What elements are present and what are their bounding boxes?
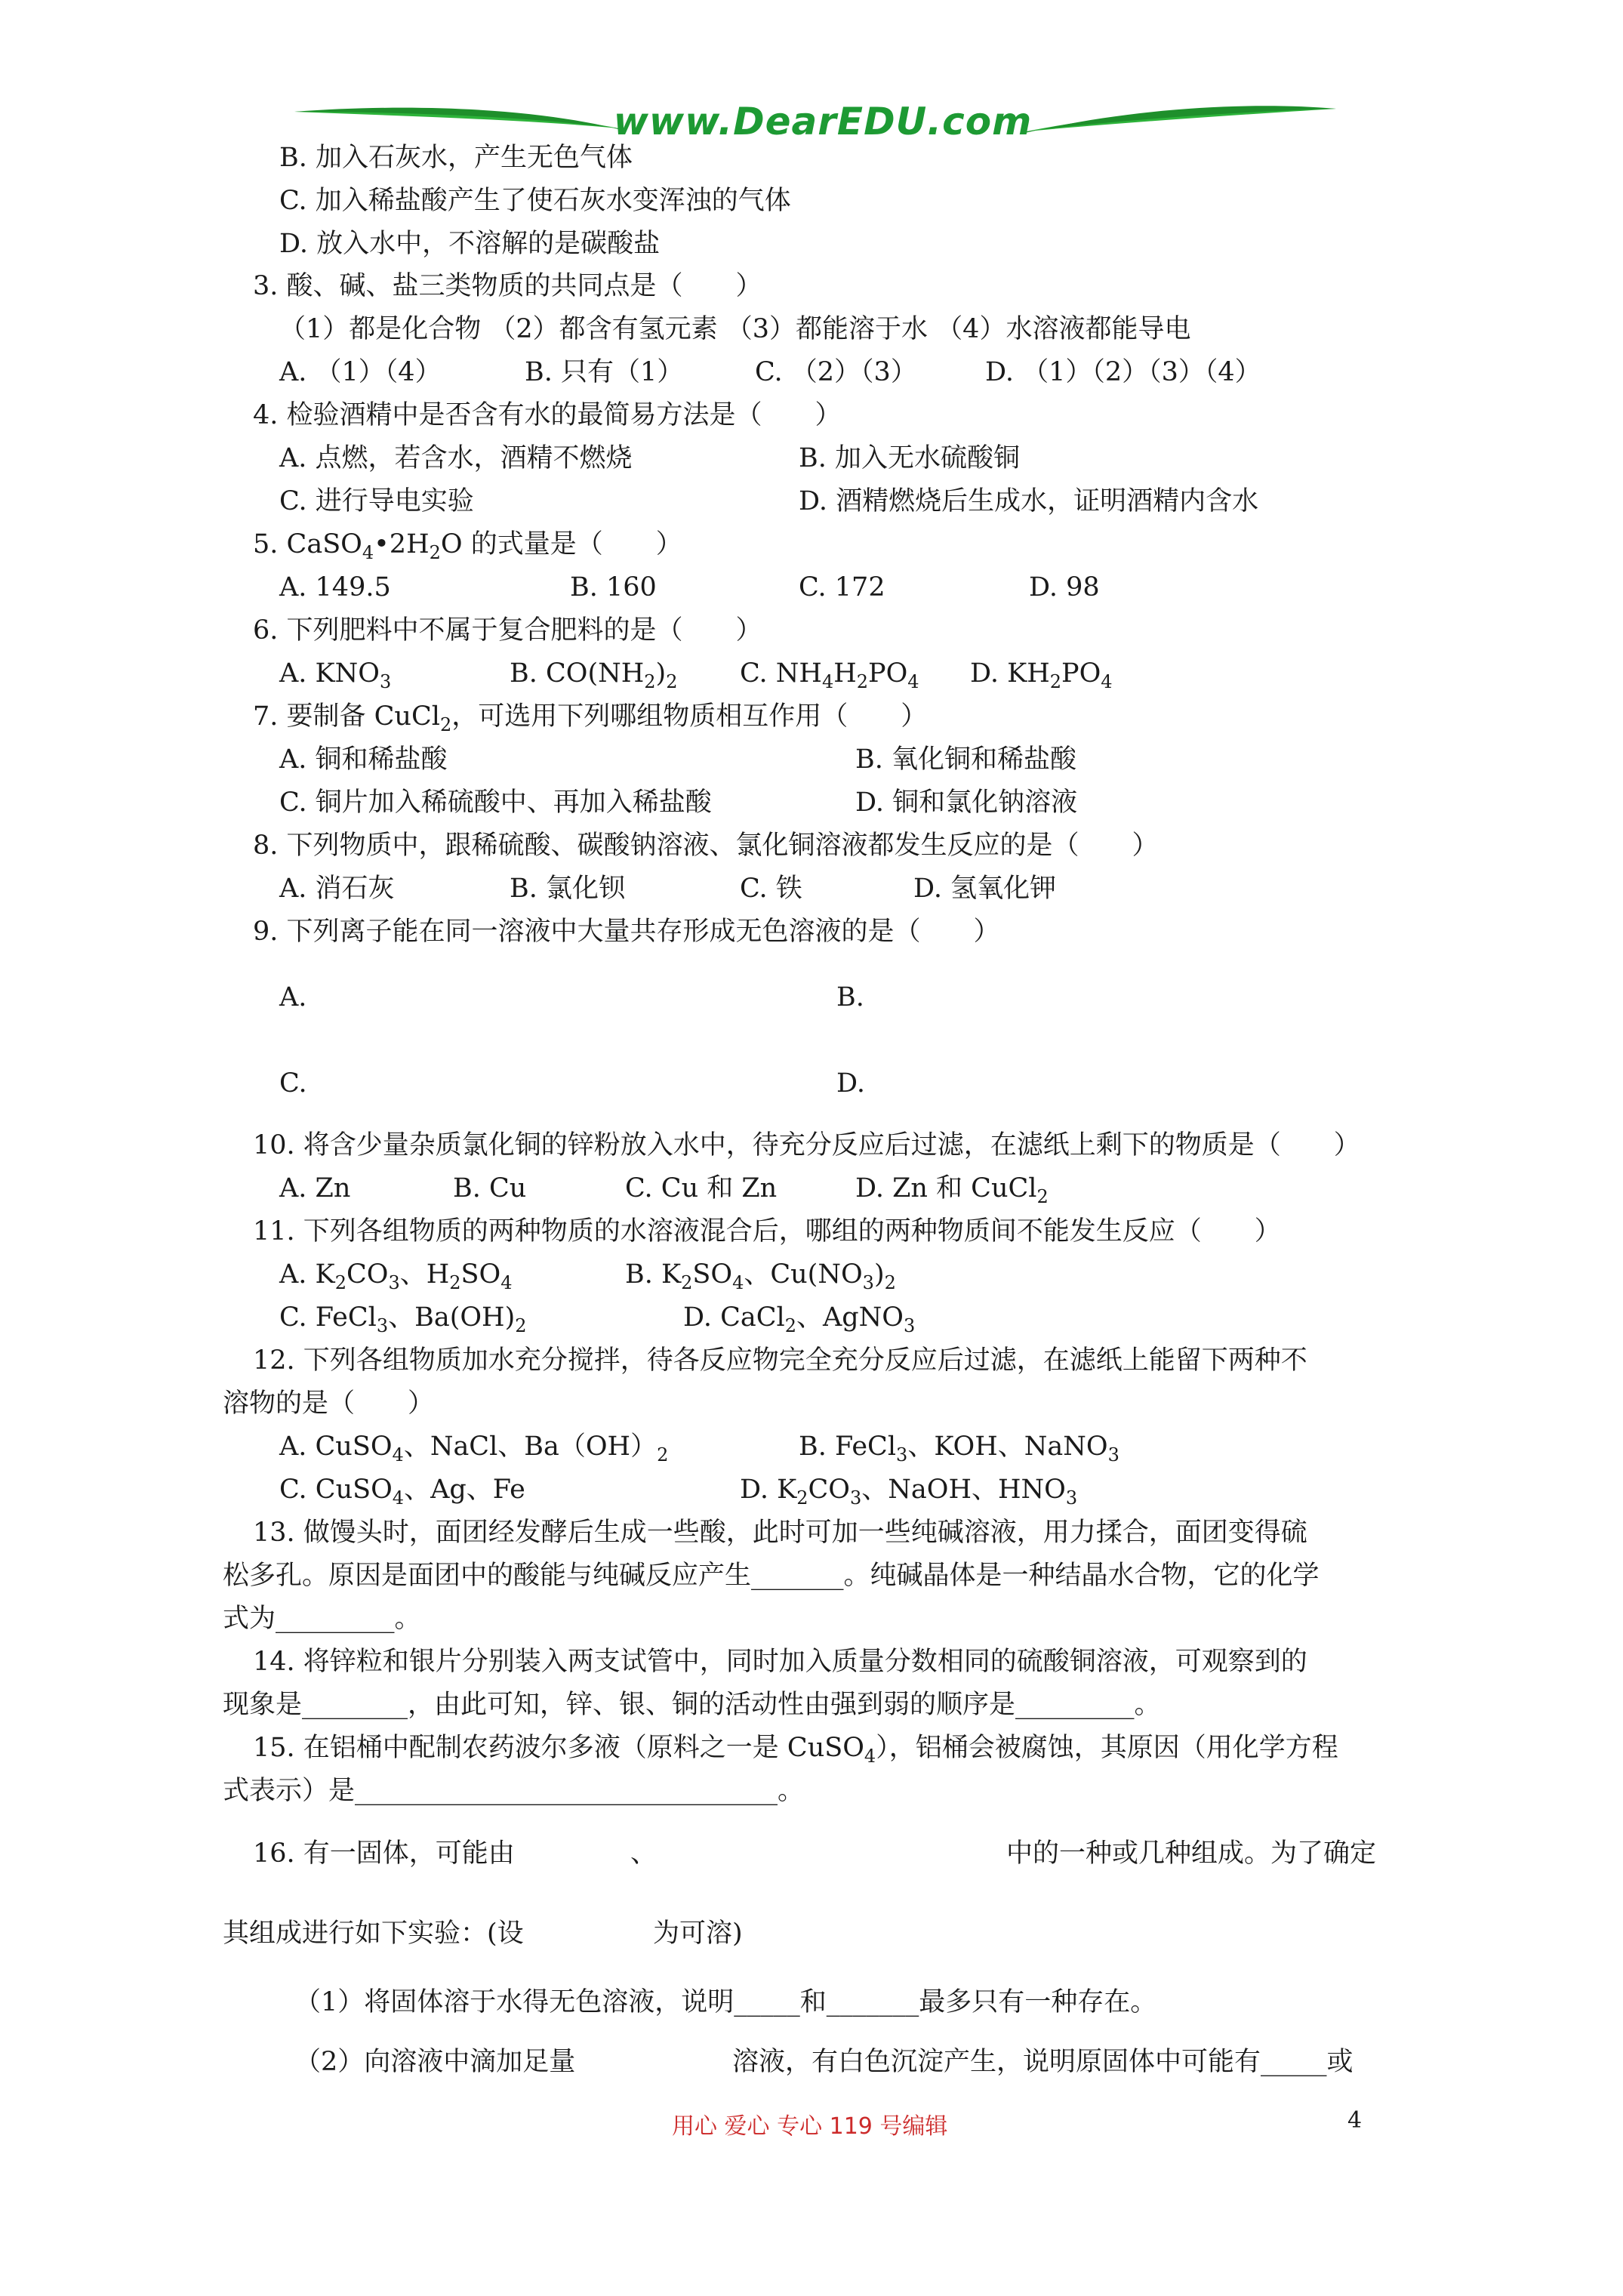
q6-option-c: C. $NH_4H_2PO_4$: [740, 658, 919, 692]
q5-option-d: D. 98: [1029, 572, 1100, 603]
q10-stem: 10. 将含少量杂质氯化铜的锌粉放入水中，待充分反应后过滤，在滤纸上剩下的物质是（ ）: [253, 1130, 1360, 1160]
q16-step2-end: 溶液，有白色沉淀产生，说明原固体中可能有_____或: [732, 2047, 1354, 2077]
q7-option-a: A. 铜和稀盐酸: [279, 744, 448, 775]
q15-line1: 15. 在铝桶中配制农药波尔多液（原料之一是 CuSO$_4$），铝桶会被腐蚀，其原因（用化学方程: [253, 1733, 1338, 1767]
q12-option-d: D. $K_2CO_3$、NaOH、$HNO_3$: [740, 1475, 1078, 1509]
q11-option-d: D. CaCl$_2$、AgNO$_3$: [683, 1302, 916, 1336]
q11-stem: 11. 下列各组物质的两种物质的水溶液混合后，哪组的两种物质间不能发生反应（ ）: [253, 1216, 1281, 1247]
q12-option-a: A. CuSO$_4$、NaCl、$Ba(OH)_2$: [279, 1432, 669, 1465]
q5-option-b: B. 160: [570, 572, 657, 603]
q2-option-c: C. 加入稀盐酸产生了使石灰水变浑浊的气体: [279, 186, 791, 216]
q9-option-c: C.: [279, 1068, 307, 1099]
q10-option-b: B. Cu: [453, 1173, 527, 1203]
q9-option-b: B.: [836, 982, 864, 1012]
q8-option-c: C. 铁: [740, 874, 802, 904]
page-number: 4: [1347, 2107, 1363, 2134]
q13-line2: 松多孔。原因是面团中的酸能与纯碱反应产生_______。纯碱晶体是一种结晶水合物，它的化学: [223, 1561, 1320, 1591]
q13-line3: 式为_________。: [223, 1604, 421, 1634]
q2-option-d: D. 放入水中，不溶解的是碳酸盐: [279, 229, 661, 259]
q8-option-a: A. 消石灰: [279, 874, 395, 904]
q3-stem: 3. 酸、碱、盐三类物质的共同点是（ ）: [253, 271, 762, 301]
q8-option-b: B. 氯化钡: [510, 874, 625, 904]
q16-step1: （1）将固体溶于水得无色溶液，说明_____和_______最多只有一种存在。: [294, 1987, 1157, 2017]
q3-option-c: C. （2）（3）: [755, 357, 917, 387]
q4-option-c: C. 进行导电实验: [279, 486, 474, 516]
q9-option-a: A.: [279, 982, 307, 1012]
q6-stem: 6. 下列肥料中不属于复合肥料的是（ ）: [253, 615, 762, 646]
q10-option-c: C. Cu 和 Zn: [625, 1173, 778, 1203]
q7-option-c: C. 铜片加入稀硫酸中、再加入稀盐酸: [279, 787, 712, 818]
q9-stem: 9. 下列离子能在同一溶液中大量共存形成无色溶液的是（ ）: [253, 917, 1000, 947]
q16-line1-start: 16. 有一固体，可能由: [253, 1838, 515, 1869]
q4-stem: 4. 检验酒精中是否含有水的最简易方法是（ ）: [253, 400, 842, 430]
q10-option-a: A. Zn: [279, 1173, 351, 1203]
q14-line1: 14. 将锌粒和银片分别装入两支试管中，同时加入质量分数相同的硫酸铜溶液，可观察到的: [253, 1647, 1307, 1677]
q11-option-c: C. FeCl$_3$、$Ba(OH)_2$: [279, 1302, 527, 1336]
q12-stem-line1: 12. 下列各组物质加水充分搅拌，待各反应物完全充分反应后过滤，在滤纸上能留下两种不: [253, 1345, 1307, 1376]
q14-line2: 现象是________，由此可知，锌、银、铜的活动性由强到弱的顺序是_________。: [223, 1690, 1161, 1720]
q4-option-b: B. 加入无水硫酸铜: [799, 443, 1020, 473]
q6-option-d: D. $KH_2PO_4$: [970, 658, 1113, 692]
q8-stem: 8. 下列物质中，跟稀硫酸、碳酸钠溶液、氯化铜溶液都发生反应的是（ ）: [253, 831, 1159, 861]
q16-step2-start: （2）向溶液中滴加足量: [294, 2047, 576, 2077]
q8-option-d: D. 氢氧化钾: [913, 874, 1057, 904]
q16-line2-end: 为可溶): [653, 1918, 743, 1949]
q12-stem-line2: 溶物的是（ ）: [223, 1388, 435, 1419]
q12-option-c: C. CuSO$_4$、Ag、Fe: [279, 1475, 525, 1509]
q16-line1-end: 中的一种或几种组成。为了确定: [1006, 1838, 1377, 1869]
q13-line1: 13. 做馒头时，面团经发酵后生成一些酸，此时可加一些纯碱溶液，用力揉合，面团变得硫: [253, 1518, 1307, 1548]
q5-option-a: A. 149.5: [279, 572, 391, 603]
q15-line2: 式表示）是________________________________。: [223, 1776, 805, 1806]
q3-option-b: B. 只有（1）: [525, 357, 684, 387]
q4-option-a: A. 点燃，若含水，酒精不燃烧: [279, 443, 633, 473]
q11-option-a: A. $K_2CO_3$、$H_2SO_4$: [279, 1259, 513, 1293]
q16-line2-start: 其组成进行如下实验：(设: [223, 1918, 524, 1949]
q16-line1-separator: 、: [630, 1838, 658, 1869]
q3-statements: （1）都是化合物 （2）都含有氢元素 （3）都能溶于水 （4）水溶液都能导电: [279, 314, 1191, 344]
q4-option-d: D. 酒精燃烧后生成水，证明酒精内含水: [799, 486, 1259, 516]
q9-option-d: D.: [836, 1068, 865, 1099]
q7-option-d: D. 铜和氯化钠溶液: [855, 787, 1078, 818]
q2-option-b: B. 加入石灰水，产生无色气体: [279, 143, 633, 173]
footer-text: 用心 爱心 专心 119 号编辑: [672, 2113, 948, 2140]
q7-stem: 7. 要制备 CuCl$_2$，可选用下列哪组物质相互作用（ ）: [253, 701, 928, 735]
q12-option-b: B. FeCl$_3$、KOH、NaNO$_3$: [799, 1432, 1119, 1465]
q5-stem: 5. $CaSO_4•2H_2O$ 的式量是（ ）: [253, 529, 682, 563]
q10-option-d: D. Zn 和 CuCl$_2$: [855, 1173, 1049, 1207]
q3-option-a: A. （1）（4）: [279, 357, 442, 387]
site-logo-text[interactable]: www.DearEDU.com: [613, 100, 1033, 143]
q11-option-b: B. $K_2SO_4$、$Cu(NO_3)_2$: [625, 1259, 896, 1293]
q7-option-b: B. 氧化铜和稀盐酸: [855, 744, 1076, 775]
q6-option-a: A. $KNO_3$: [279, 658, 392, 692]
q6-option-b: B. $CO(NH_2)_2$: [510, 658, 678, 692]
q3-option-d: D. （1）（2）（3）（4）: [985, 357, 1261, 387]
q5-option-c: C. 172: [799, 572, 885, 603]
